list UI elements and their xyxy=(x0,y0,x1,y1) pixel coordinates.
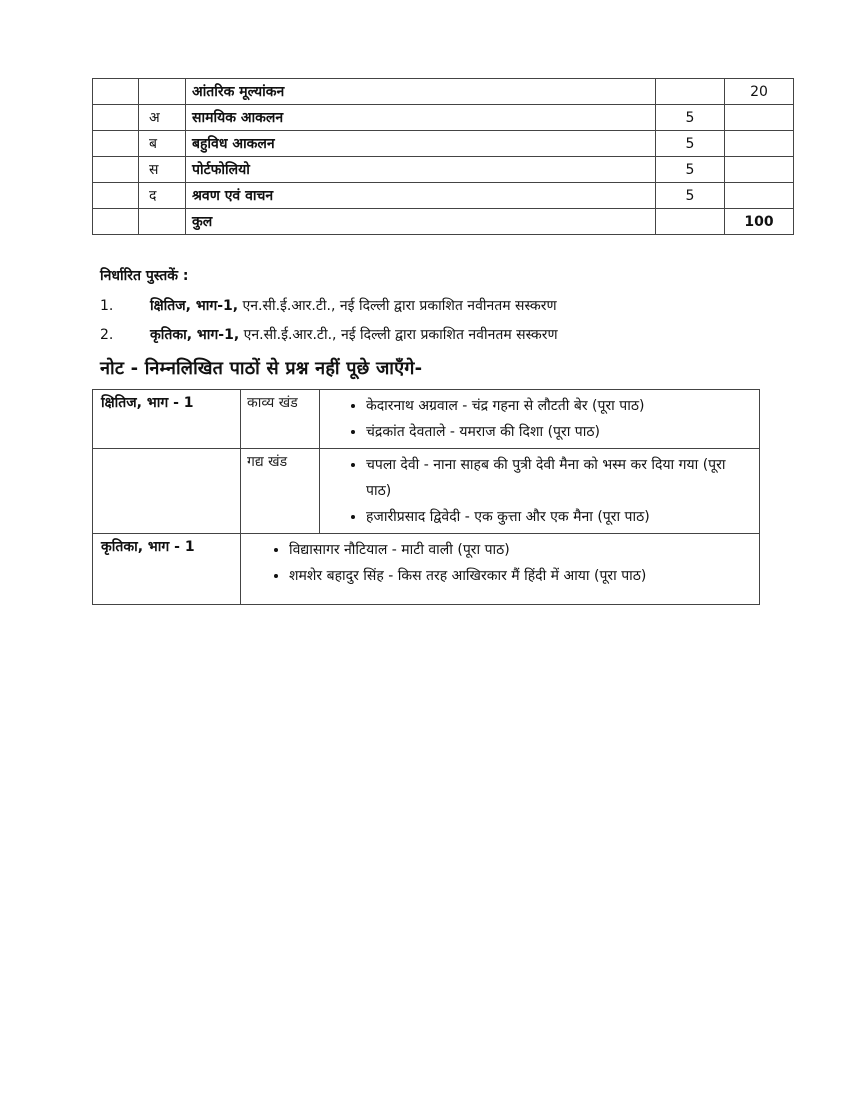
table-row xyxy=(93,534,760,605)
sub-marks-cell: 5 xyxy=(656,105,725,131)
total-marks-cell: 100 xyxy=(725,209,794,235)
title-cell: श्रवण एवं वाचन xyxy=(186,183,656,209)
title-cell: कुल xyxy=(186,209,656,235)
serial-cell xyxy=(93,131,139,157)
section-cell: गद्य खंड xyxy=(241,449,320,534)
table-row xyxy=(93,449,760,534)
title-cell: पोर्टफोलियो xyxy=(186,157,656,183)
serial-cell xyxy=(93,183,139,209)
sub-marks-cell xyxy=(656,209,725,235)
lessons-cell xyxy=(320,449,760,534)
table-row xyxy=(93,183,794,209)
sub-marks-cell: 5 xyxy=(656,131,725,157)
excluded-lessons-table xyxy=(92,389,760,605)
serial-cell xyxy=(93,157,139,183)
title-cell: सामयिक आकलन xyxy=(186,105,656,131)
section-cell: काव्य खंड xyxy=(241,390,320,449)
label-cell: ब xyxy=(139,131,186,157)
serial-cell xyxy=(93,79,139,105)
title-cell: बहुविध आकलन xyxy=(186,131,656,157)
book-publisher: एन.सी.ई.आर.टी., नई दिल्ली द्वारा प्रकाशित नवीनतम सस्करण xyxy=(239,327,558,343)
total-marks-cell: 20 xyxy=(725,79,794,105)
list-item: • चंद्रकांत देवताले - यमराज की दिशा (पूरा पाठ) xyxy=(366,419,753,445)
book-number: 2. xyxy=(100,327,114,343)
sub-marks-cell: 5 xyxy=(656,157,725,183)
title-cell: आंतरिक मूल्यांकन xyxy=(186,79,656,105)
marks-table xyxy=(92,78,794,235)
label-cell xyxy=(139,209,186,235)
table-row xyxy=(93,105,794,131)
label-cell xyxy=(139,79,186,105)
prescribed-books-heading: निर्धारित पुस्तकें : xyxy=(100,268,189,284)
serial-cell xyxy=(93,209,139,235)
lesson-list xyxy=(247,537,753,589)
book-title: क्षितिज, भाग-1, xyxy=(150,298,239,314)
book-cell: क्षितिज, भाग - 1 xyxy=(93,390,241,449)
label-cell: स xyxy=(139,157,186,183)
book-item xyxy=(100,296,557,315)
note-heading: नोट - निम्नलिखित पाठों से प्रश्न नहीं पूछे जाएँगे- xyxy=(100,358,423,379)
total-marks-cell xyxy=(725,157,794,183)
list-item: • चपला देवी - नाना साहब की पुत्री देवी मैना को भस्म कर दिया गया (पूरा पाठ) xyxy=(366,452,753,504)
label-cell: द xyxy=(139,183,186,209)
total-marks-cell xyxy=(725,131,794,157)
sub-marks-cell xyxy=(656,79,725,105)
book-title: कृतिका, भाग-1, xyxy=(150,327,240,343)
lesson-list xyxy=(326,393,753,445)
table-row xyxy=(93,390,760,449)
book-publisher: एन.सी.ई.आर.टी., नई दिल्ली द्वारा प्रकाशित नवीनतम सस्करण xyxy=(238,298,557,314)
table-row xyxy=(93,209,794,235)
sub-marks-cell: 5 xyxy=(656,183,725,209)
book-number: 1. xyxy=(100,298,114,314)
lessons-cell xyxy=(241,534,760,605)
table-row xyxy=(93,131,794,157)
list-item: • विद्यासागर नौटियाल - माटी वाली (पूरा पाठ) xyxy=(289,537,753,563)
table-row xyxy=(93,157,794,183)
label-cell: अ xyxy=(139,105,186,131)
serial-cell xyxy=(93,105,139,131)
lessons-cell xyxy=(320,390,760,449)
list-item: • शमशेर बहादुर सिंह - किस तरह आखिरकार मैं हिंदी में आया (पूरा पाठ) xyxy=(289,563,753,589)
total-marks-cell xyxy=(725,105,794,131)
list-item: • हजारीप्रसाद द्विवेदी - एक कुत्ता और एक मैना (पूरा पाठ) xyxy=(366,504,753,530)
total-marks-cell xyxy=(725,183,794,209)
lesson-list xyxy=(326,452,753,530)
book-cell: कृतिका, भाग - 1 xyxy=(93,534,241,605)
table-row xyxy=(93,79,794,105)
list-item: • केदारनाथ अग्रवाल - चंद्र गहना से लौटती बेर (पूरा पाठ) xyxy=(366,393,753,419)
book-cell xyxy=(93,449,241,534)
book-item xyxy=(100,325,558,344)
